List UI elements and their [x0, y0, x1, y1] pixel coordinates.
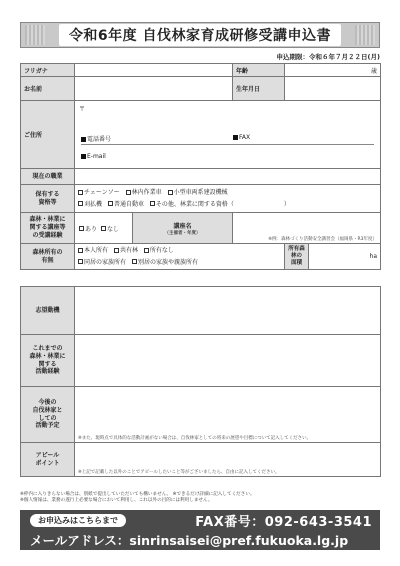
furigana-field[interactable]	[75, 64, 233, 77]
appeal-note: ※上記で記載した以外のことでアピールしたいこと等がございましたら、自由に記入してください。	[78, 470, 280, 475]
forest-owner-label: 森林所有の 有無	[21, 244, 75, 270]
course-name-sub: （主催者・年度）	[164, 230, 201, 236]
experience-field[interactable]	[75, 335, 381, 387]
forest-area-unit: ha	[369, 253, 378, 260]
fax-label-wrap	[233, 134, 250, 141]
age-label: 年齢	[233, 64, 285, 77]
qual-other-checkbox[interactable]: その他、林業に関する資格（ ）	[150, 199, 290, 210]
fax-square-icon	[233, 135, 238, 140]
contact-footer	[20, 510, 380, 550]
qualifications-label: 保有する 資格等	[21, 185, 75, 213]
note-line-2: ※個人情報は、業務の遂行上必要な場合において利用し、これ以外の目的には利用しません。	[20, 498, 213, 504]
occupation-field[interactable]	[75, 169, 381, 185]
notes	[20, 492, 255, 505]
experience-label: これまでの 森林・林業に 関する 活動経験	[21, 335, 75, 387]
phone-label: 電話番号	[87, 136, 112, 143]
postal-mark: 〒	[79, 106, 86, 113]
future-field[interactable]	[75, 387, 381, 443]
forest-relative-checkbox[interactable]: 別居の家族や親族所有	[132, 257, 198, 268]
qual-brush-cutter-checkbox[interactable]: 刈払機	[78, 199, 102, 210]
training-yesno	[75, 213, 133, 243]
forest-self-checkbox[interactable]: 本人所有	[78, 245, 108, 256]
email-label-wrap	[81, 153, 106, 160]
email-address: メールアドレス：sinrinsaisei@pref.fukuoka.lg.jp	[30, 533, 349, 548]
qual-car-license-checkbox[interactable]: 普通自動車	[108, 199, 144, 210]
age-unit: 歳	[371, 67, 378, 75]
training-no-checkbox[interactable]: なし	[101, 224, 119, 233]
qual-chainsaw-checkbox[interactable]: チェーンソー	[78, 187, 120, 198]
training-label: 森林・林業に 関する講座等 の受講経験	[21, 213, 75, 244]
note-line-1: ※枠内に入りきらない場合は、別紙で提出していただいても構いません。 ※できるだけ詳細に記入してください。	[20, 492, 255, 497]
address-label: ご住所	[21, 101, 75, 169]
furigana-label: フリガナ	[21, 64, 75, 77]
title-stripe-left	[25, 25, 45, 45]
qualifications-options	[75, 185, 381, 213]
phone-label-wrap	[81, 134, 111, 143]
email-label: E-mail	[87, 153, 106, 160]
qual-forest-vehicle-checkbox[interactable]: 林内作業車	[126, 187, 162, 198]
forest-family-checkbox[interactable]: 同居の家族所有	[78, 257, 126, 268]
fax-label: FAX	[239, 134, 251, 141]
future-label: 今後の 自伐林家と しての 活動予定	[21, 387, 75, 443]
phone-square-icon	[81, 137, 86, 142]
deadline-text: 申込期限：令和６年７月２２日(月)	[276, 53, 380, 61]
title-banner	[20, 22, 380, 48]
course-name-label: 講座名 （主催者・年度）	[133, 213, 232, 243]
training-yes-checkbox[interactable]: あり	[79, 224, 97, 233]
qual-construction-machine-checkbox[interactable]: 小型車両系建設機械	[168, 187, 228, 198]
name-field[interactable]	[75, 77, 233, 101]
name-label: お名前	[21, 77, 75, 101]
forest-area-field[interactable]	[309, 244, 381, 270]
applicant-info-table	[20, 63, 381, 270]
motivation-table	[20, 286, 381, 477]
address-field[interactable]	[75, 101, 381, 169]
email-square-icon	[81, 154, 86, 159]
forest-owner-options	[75, 244, 285, 270]
future-note: ※また、現時点で具体的な活動計画がない場合は、自伐林家としての将来の展望や目標について記入してください。	[78, 436, 312, 441]
apply-here-tag: お申込みはこちらまで	[30, 514, 126, 527]
motivation-field[interactable]	[75, 287, 381, 335]
course-name-field[interactable]	[233, 213, 381, 244]
birthday-field[interactable]	[285, 77, 381, 101]
motivation-label: 志望動機	[21, 287, 75, 335]
age-field[interactable]	[285, 64, 381, 77]
page-title: 令和6年度 自伐林家育成研修受講申込書	[59, 24, 341, 46]
phone-divider	[81, 144, 374, 145]
birthday-label: 生年月日	[233, 77, 285, 101]
title-stripe-right	[355, 25, 375, 45]
course-example: ※例：森林づくり活動安全講習会（福岡県・R3年度）	[268, 237, 378, 242]
forest-none-checkbox[interactable]: 所有なし	[144, 245, 174, 256]
forest-shared-checkbox[interactable]: 共有林	[114, 245, 138, 256]
forest-area-label: 所有森林の 面積	[285, 244, 309, 270]
training-cell	[75, 213, 233, 244]
appeal-field[interactable]	[75, 443, 381, 477]
appeal-label: アピール ポイント	[21, 443, 75, 477]
occupation-label: 現在の職業	[21, 169, 75, 185]
fax-number: FAX番号：092-643-3541	[195, 515, 372, 530]
